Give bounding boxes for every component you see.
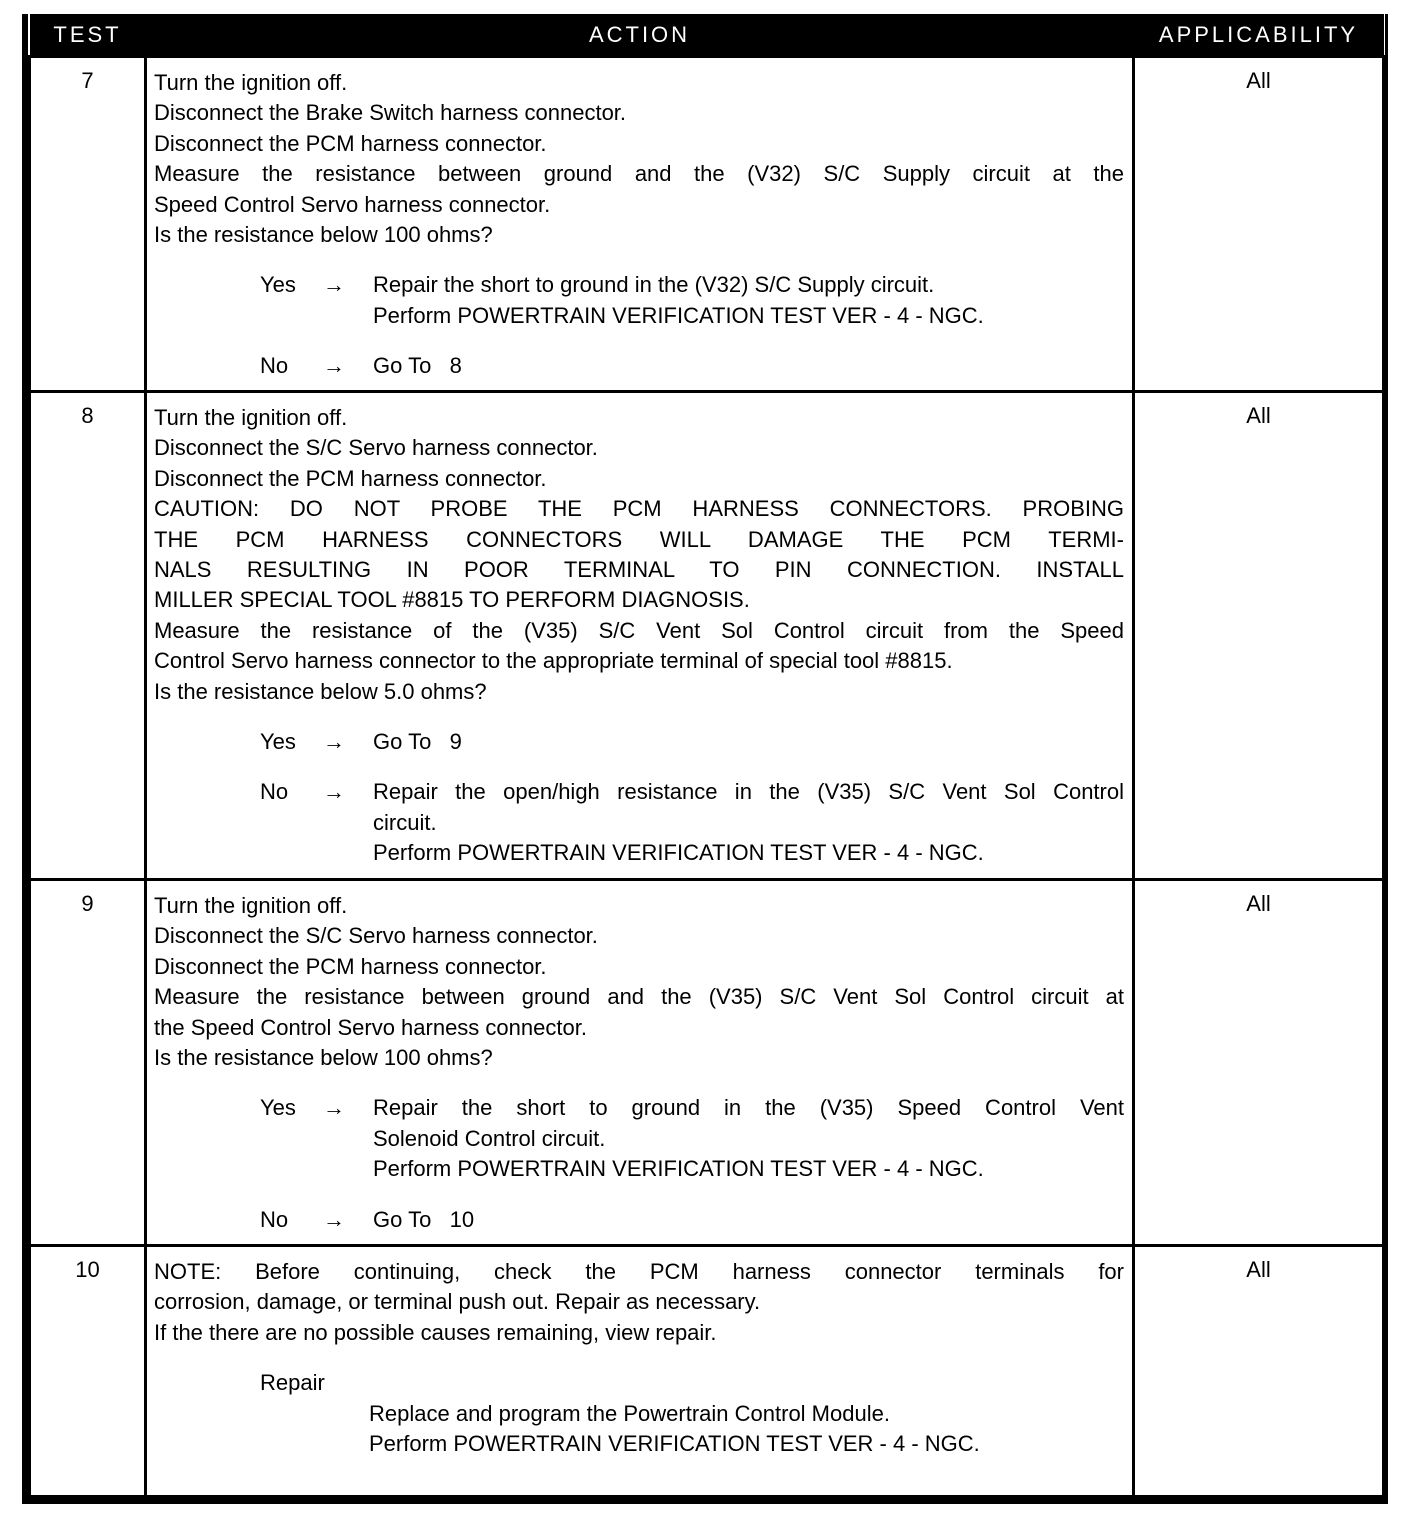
arrow-icon: →	[323, 1095, 345, 1121]
action-line: Disconnect the PCM harness connector.	[154, 130, 547, 156]
applicability-value: All	[1134, 57, 1384, 392]
table-row	[30, 57, 1384, 392]
action-line: Disconnect the S/C Servo harness connector.	[154, 435, 598, 461]
no-text: Go To 10	[373, 1206, 475, 1232]
action-line: Is the resistance below 100 ohms?	[154, 222, 493, 248]
no-response	[154, 1205, 1124, 1235]
yes-text: Go To 9	[373, 729, 462, 755]
action-line: Speed Control Servo harness connector.	[154, 191, 551, 217]
yes-response	[154, 727, 1124, 757]
header-test: TEST	[30, 14, 146, 57]
yes-text: Perform POWERTRAIN VERIFICATION TEST VER - 4 - NGC.	[373, 1156, 984, 1182]
arrow-icon: →	[323, 779, 345, 805]
action-line: Turn the ignition off.	[154, 893, 348, 918]
caution-line: CAUTION: DO NOT PROBE THE PCM HARNESS CONNECTORS. PROBING	[154, 496, 1124, 522]
header-action: ACTION	[146, 14, 1134, 57]
caution-line: MILLER SPECIAL TOOL #8815 TO PERFORM DIAGNOSIS.	[154, 587, 750, 613]
action-cell	[146, 880, 1134, 1246]
yes-label: Yes	[260, 1095, 296, 1121]
action-cell	[146, 1246, 1134, 1497]
no-text: circuit.	[373, 809, 437, 835]
test-number: 10	[30, 1246, 146, 1497]
action-line: Turn the ignition off.	[154, 70, 348, 95]
action-line: Disconnect the PCM harness connector.	[154, 953, 547, 979]
arrow-icon: →	[323, 272, 345, 298]
test-number: 8	[30, 392, 146, 880]
note-line: NOTE: Before continuing, check the PCM harness connector terminals for	[154, 1259, 1124, 1284]
no-text: Repair the open/high resistance in the (V35) S/C Vent Sol Control	[373, 779, 1124, 805]
arrow-icon: →	[323, 1206, 345, 1232]
arrow-icon: →	[323, 353, 345, 379]
action-line: the Speed Control Servo harness connector.	[154, 1014, 587, 1040]
action-line: Measure the resistance between ground and the (V32) S/C Supply circuit at the	[154, 161, 1124, 187]
test-number: 9	[30, 880, 146, 1246]
applicability-value: All	[1134, 1246, 1384, 1497]
caution-line: THE PCM HARNESS CONNECTORS WILL DAMAGE THE PCM TERMI-	[154, 526, 1124, 552]
no-label: No	[260, 779, 289, 805]
yes-text: Repair the short to ground in the (V32) S/C Supply circuit.	[373, 272, 935, 298]
document-frame	[22, 14, 1388, 1504]
yes-response	[154, 1093, 1124, 1184]
table-row	[30, 1246, 1384, 1497]
action-line: If the there are no possible causes remaining, view repair.	[154, 1319, 717, 1345]
action-line: Turn the ignition off.	[154, 405, 348, 430]
yes-text: Solenoid Control circuit.	[373, 1125, 606, 1151]
repair-text: Perform POWERTRAIN VERIFICATION TEST VER - 4 - NGC.	[369, 1431, 980, 1457]
action-line: Measure the resistance of the (V35) S/C Vent Sol Control circuit from the Speed	[154, 617, 1124, 643]
no-text: Perform POWERTRAIN VERIFICATION TEST VER - 4 - NGC.	[373, 840, 984, 866]
repair-response	[154, 1368, 1124, 1459]
yes-response	[154, 270, 1124, 331]
no-label: No	[260, 353, 289, 379]
note-line: corrosion, damage, or terminal push out. Repair as necessary.	[154, 1289, 761, 1315]
no-label: No	[260, 1206, 289, 1232]
header-row	[30, 14, 1384, 57]
no-response	[154, 777, 1124, 868]
repair-text: Replace and program the Powertrain Control Module.	[369, 1400, 890, 1426]
test-number: 7	[30, 57, 146, 392]
applicability-value: All	[1134, 392, 1384, 880]
action-line: Is the resistance below 5.0 ohms?	[154, 678, 487, 704]
table-row	[30, 392, 1384, 880]
action-cell	[146, 57, 1134, 392]
no-text: Go To 8	[373, 353, 462, 379]
header-applicability: APPLICABILITY	[1134, 14, 1384, 57]
action-line: Disconnect the S/C Servo harness connector.	[154, 923, 598, 949]
yes-text: Repair the short to ground in the (V35) Speed Control Vent	[373, 1095, 1124, 1121]
arrow-icon: →	[323, 729, 345, 755]
repair-label: Repair	[260, 1370, 325, 1396]
action-line: Control Servo harness connector to the appropriate terminal of special tool #8815.	[154, 648, 953, 674]
applicability-value: All	[1134, 880, 1384, 1246]
action-line: Disconnect the PCM harness connector.	[154, 465, 547, 491]
action-line: Disconnect the Brake Switch harness connector.	[154, 100, 627, 126]
action-line: Measure the resistance between ground and the (V35) S/C Vent Sol Control circuit at	[154, 984, 1124, 1010]
action-cell	[146, 392, 1134, 880]
action-line: Is the resistance below 100 ohms?	[154, 1045, 493, 1071]
yes-text: Perform POWERTRAIN VERIFICATION TEST VER - 4 - NGC.	[373, 302, 984, 328]
yes-label: Yes	[260, 272, 296, 298]
yes-label: Yes	[260, 729, 296, 755]
no-response	[154, 351, 1124, 381]
table-row	[30, 880, 1384, 1246]
caution-line: NALS RESULTING IN POOR TERMINAL TO PIN CONNECTION. INSTALL	[154, 557, 1124, 583]
diagnostic-table	[28, 14, 1385, 1498]
